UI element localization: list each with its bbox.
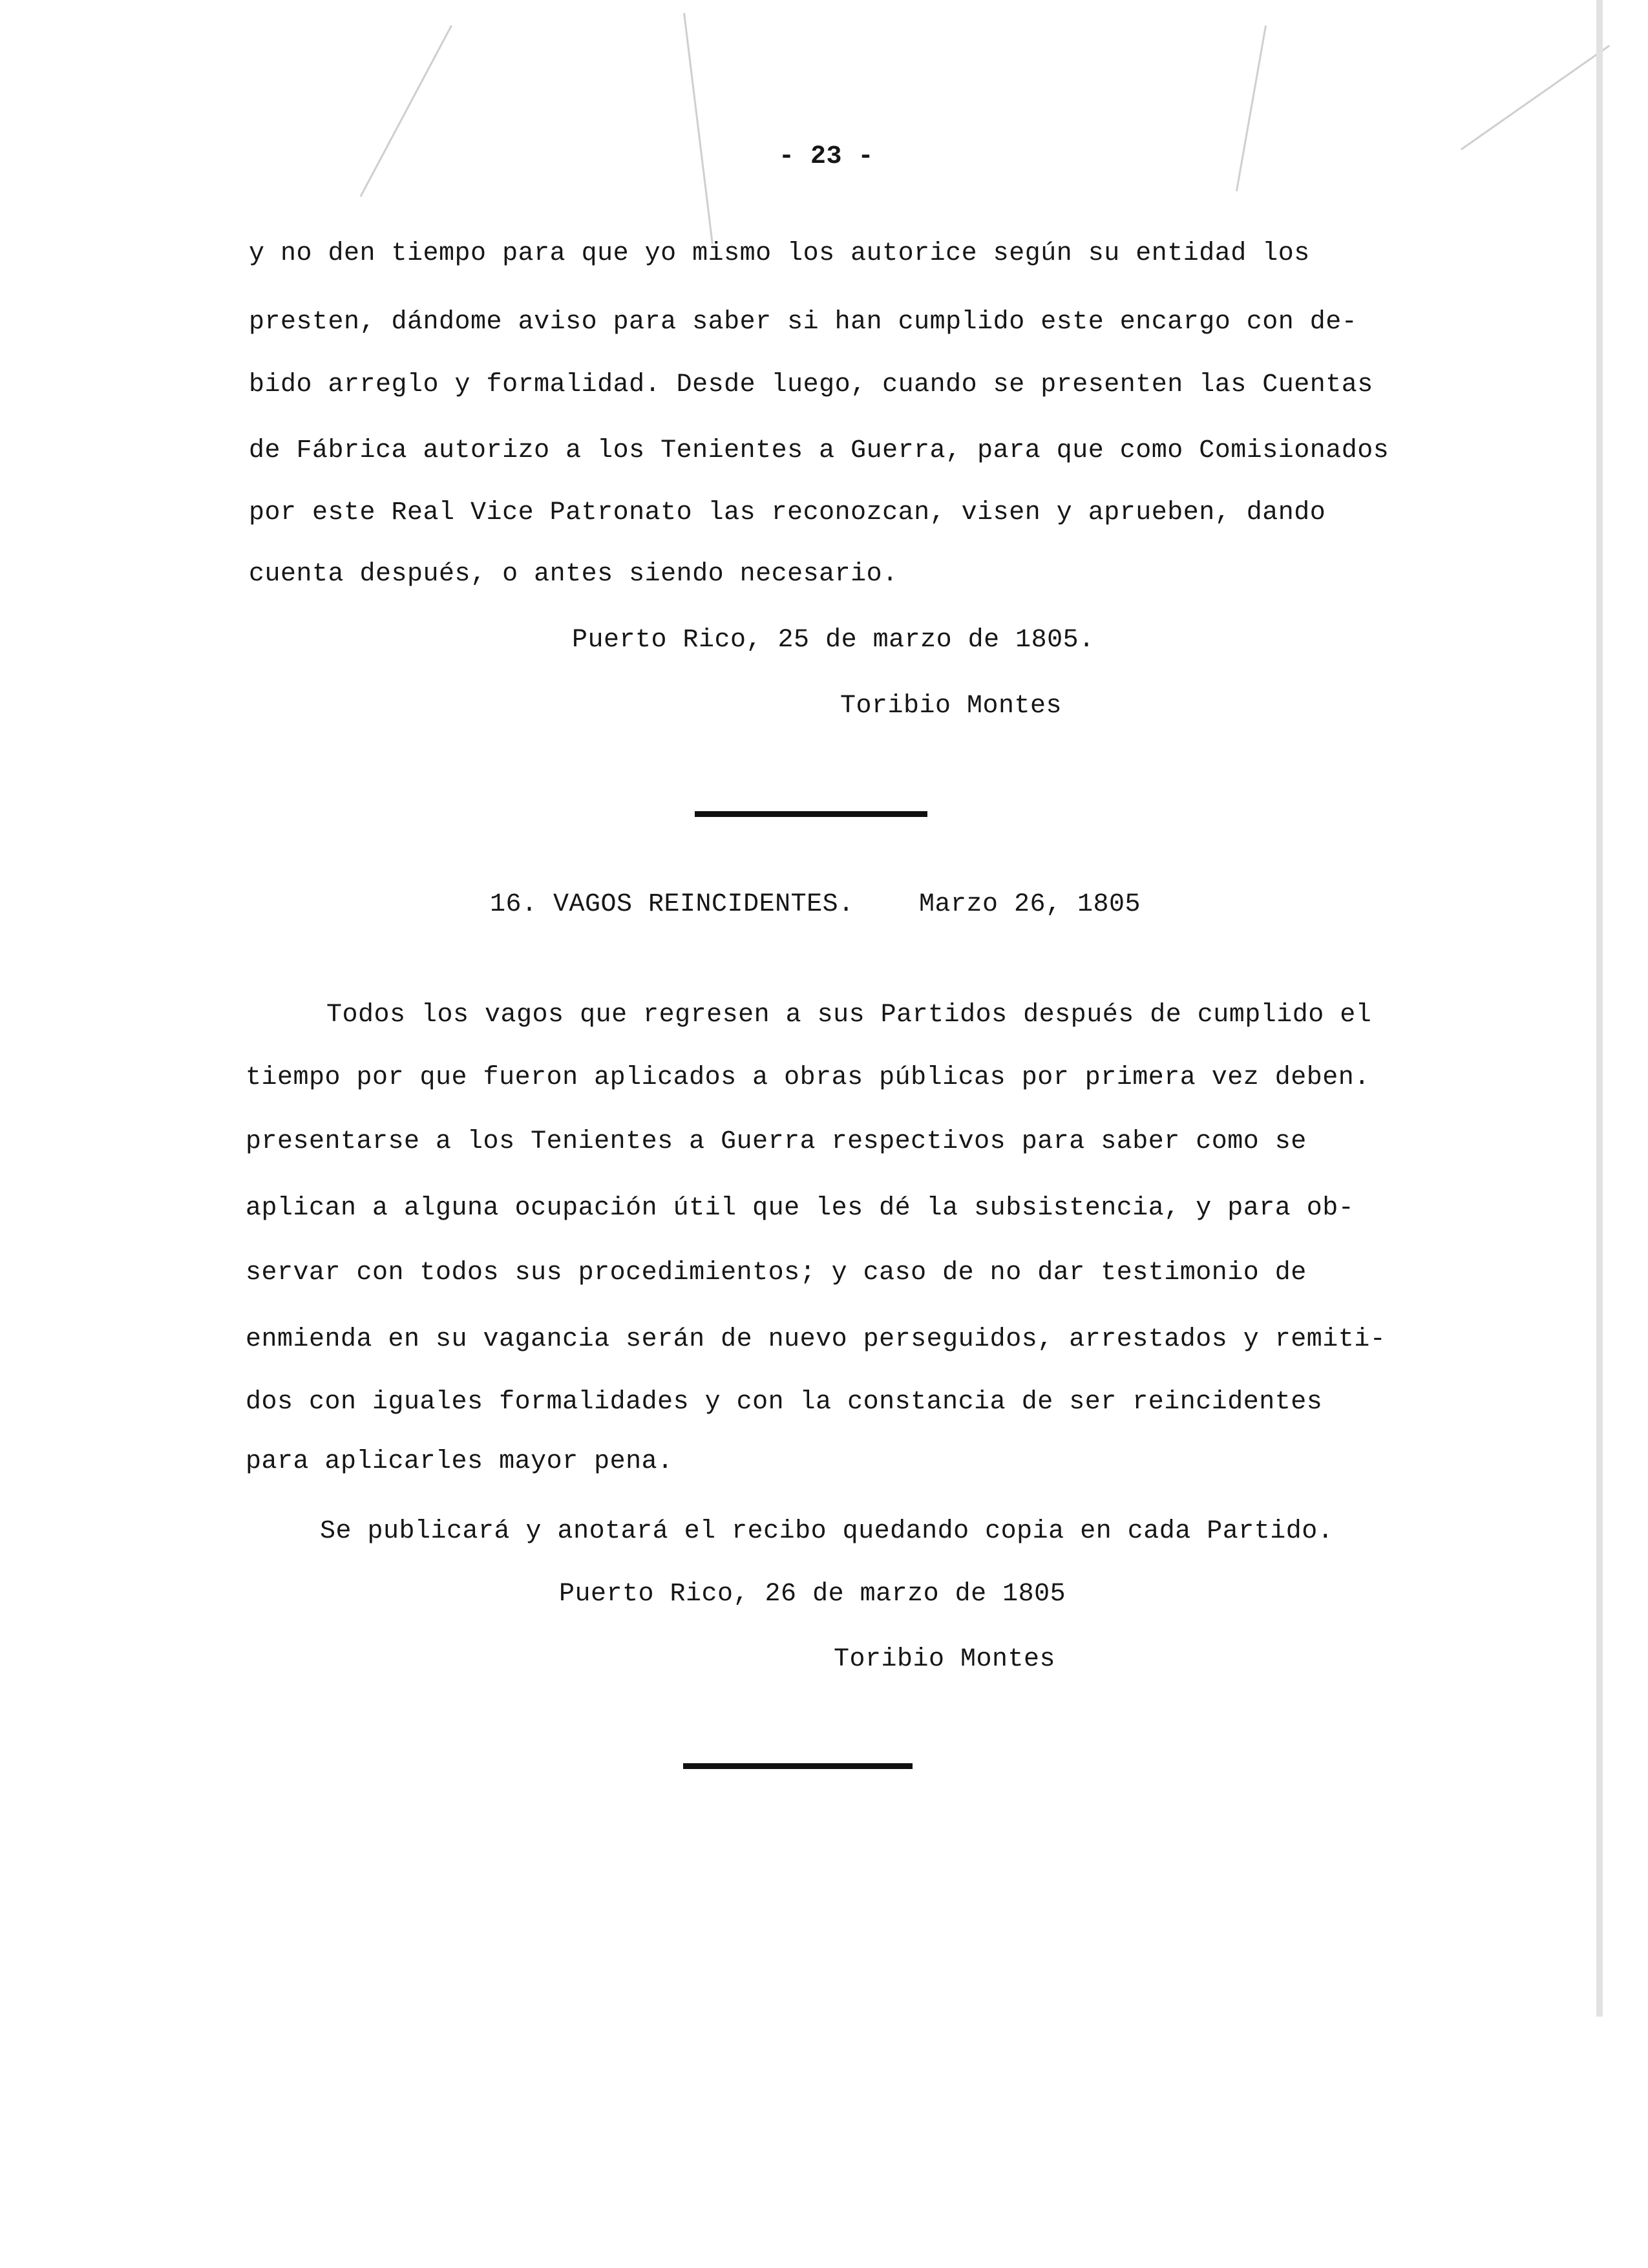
doc15-paragraph-line: presten, dándome aviso para saber si han cumplido este encargo con de- bbox=[249, 308, 1358, 337]
doc16-paragraph-line: Todos los vagos que regresen a sus Partidos después de cumplido el bbox=[326, 1001, 1372, 1030]
doc15-paragraph-line: por este Real Vice Patronato las reconozcan, visen y aprueben, dando bbox=[249, 498, 1326, 527]
doc15-paragraph-line: bido arreglo y formalidad. Desde luego, cuando se presenten las Cuentas bbox=[249, 370, 1373, 399]
page-number: - 23 - bbox=[779, 142, 874, 171]
paper-crease bbox=[683, 13, 713, 244]
scan-background bbox=[0, 2017, 1648, 2268]
paper-crease bbox=[1236, 25, 1267, 191]
doc15-paragraph-line: cuenta después, o antes siendo necesario. bbox=[249, 560, 898, 589]
doc15-place-date: Puerto Rico, 25 de marzo de 1805. bbox=[572, 626, 1095, 655]
doc15-paragraph-line: de Fábrica autorizo a los Tenientes a Guerra, para que como Comisionados bbox=[249, 436, 1389, 465]
paper-crease bbox=[360, 25, 452, 197]
scan-page-edge bbox=[1596, 0, 1603, 2017]
doc16-closing-line: Se publicará y anotará el recibo quedando copia en cada Partido. bbox=[320, 1517, 1334, 1546]
doc16-paragraph-line: enmienda en su vagancia serán de nuevo perseguidos, arrestados y remiti- bbox=[246, 1325, 1386, 1354]
section-divider bbox=[695, 811, 927, 817]
doc16-paragraph-line: tiempo por que fueron aplicados a obras públicas por primera vez deben. bbox=[246, 1063, 1370, 1092]
doc16-heading-title: 16. VAGOS REINCIDENTES. bbox=[490, 890, 854, 919]
doc15-signature: Toribio Montes bbox=[840, 692, 1062, 721]
doc16-place-date: Puerto Rico, 26 de marzo de 1805 bbox=[559, 1580, 1066, 1609]
doc16-paragraph-line: para aplicarles mayor pena. bbox=[246, 1447, 673, 1476]
doc16-heading-date: Marzo 26, 1805 bbox=[919, 890, 1141, 919]
paper-crease bbox=[1461, 45, 1610, 150]
doc16-paragraph-line: aplican a alguna ocupación útil que les dé la subsistencia, y para ob- bbox=[246, 1194, 1355, 1223]
section-divider bbox=[683, 1763, 913, 1769]
doc16-signature: Toribio Montes bbox=[834, 1645, 1056, 1674]
doc16-paragraph-line: dos con iguales formalidades y con la constancia de ser reincidentes bbox=[246, 1388, 1323, 1417]
doc16-paragraph-line: servar con todos sus procedimientos; y caso de no dar testimonio de bbox=[246, 1258, 1307, 1288]
doc15-paragraph-line: y no den tiempo para que yo mismo los autorice según su entidad los bbox=[249, 239, 1310, 268]
doc16-paragraph-line: presentarse a los Tenientes a Guerra respectivos para saber como se bbox=[246, 1127, 1307, 1156]
